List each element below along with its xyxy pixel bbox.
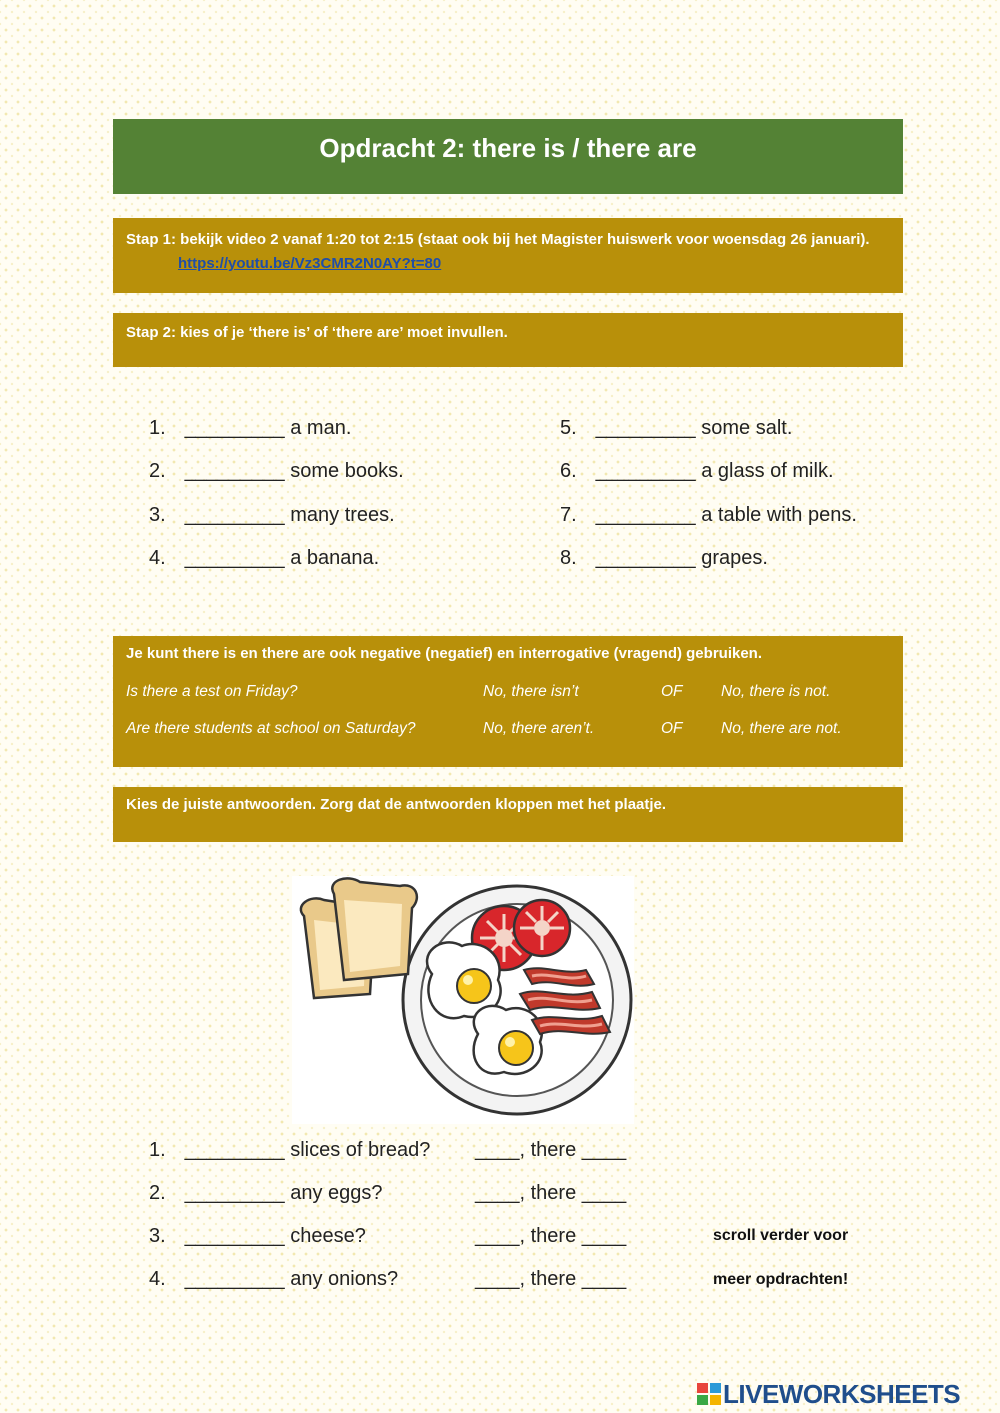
video-link[interactable]: https://youtu.be/Vz3CMR2N0AY?t=80 [178, 255, 442, 272]
item-number: 4. [149, 1268, 166, 1290]
item-number: 4. [149, 547, 166, 569]
item-number: 1. [149, 417, 166, 439]
answer-blank[interactable]: _________ [595, 504, 696, 526]
item-text: some books. [290, 460, 404, 482]
exercise-item-5 [560, 417, 792, 440]
item-number: 1. [149, 1139, 166, 1161]
exercise-item-4 [149, 547, 379, 570]
scroll-note-line-1: scroll verder voor [713, 1227, 849, 1244]
item-text: any onions? [290, 1268, 399, 1290]
bacon-strip [532, 1016, 610, 1034]
exercise-item-6 [560, 460, 834, 483]
exercise-item-2 [149, 460, 404, 483]
item-text: any eggs? [290, 1182, 383, 1204]
bacon-strip [520, 991, 600, 1010]
liveworksheets-icon [697, 1383, 721, 1405]
item-text: slices of bread? [290, 1139, 431, 1161]
answer-blank[interactable]: _________ [184, 1225, 285, 1247]
item-text: cheese? [290, 1225, 366, 1247]
scroll-note-line-2: meer opdrachten! [713, 1271, 849, 1288]
instruction-choose: Kies de juiste antwoorden. Zorg dat de antwoorden kloppen met het plaatje. [113, 787, 903, 842]
answer-blank[interactable]: _________ [595, 547, 696, 569]
grammar-heading: Je kunt there is en there are ook negative (negatief) en interrogative (vragend) gebruiken. [126, 645, 762, 662]
item-number: 6. [560, 460, 577, 482]
example-short-answer: No, there aren’t. [483, 720, 595, 737]
answer-blank[interactable]: _________ [595, 460, 696, 482]
grammar-info-box [113, 636, 903, 767]
exercise-item-7 [560, 504, 857, 527]
exercise2-item-2 [149, 1182, 383, 1205]
answer-blank[interactable]: _________ [184, 1182, 285, 1204]
answer-blank[interactable]: _________ [184, 547, 285, 569]
exercise2-answer-1[interactable]: ____, there ____ [475, 1139, 627, 1161]
item-number: 7. [560, 504, 577, 526]
item-text: a banana. [290, 547, 380, 569]
example-or: OF [661, 683, 683, 700]
toast-slice [332, 878, 417, 980]
exercise2-item-3 [149, 1225, 366, 1248]
step-1-text: Stap 1: bekijk video 2 vanaf 1:20 tot 2:15 (staat ook bij het Magister huiswerk voor woensdag 26 januari). [126, 231, 870, 248]
answer-blank[interactable]: _________ [184, 1139, 285, 1161]
answer-blank[interactable]: _________ [184, 1268, 285, 1290]
instruction-step-2: Stap 2: kies of je ‘there is’ of ‘there are’ moet invullen. [113, 313, 903, 367]
exercise-item-1 [149, 417, 351, 440]
bacon-strip [524, 968, 594, 985]
exercise-item-3 [149, 504, 395, 527]
item-number: 3. [149, 504, 166, 526]
item-number: 5. [560, 417, 577, 439]
example-question: Are there students at school on Saturday? [126, 720, 416, 737]
item-text: many trees. [290, 504, 395, 526]
exercise2-answer-3[interactable]: ____, there ____ [475, 1225, 627, 1247]
exercise2-answer-2[interactable]: ____, there ____ [475, 1182, 627, 1204]
item-text: a glass of milk. [701, 460, 834, 482]
tomato-slice [514, 900, 570, 956]
example-short-answer: No, there isn’t [483, 683, 579, 700]
answer-blank[interactable]: _________ [184, 460, 285, 482]
fried-egg [474, 1006, 542, 1074]
item-text: grapes. [701, 547, 768, 569]
item-text: some salt. [701, 417, 793, 439]
example-or: OF [661, 720, 683, 737]
item-number: 3. [149, 1225, 166, 1247]
example-question: Is there a test on Friday? [126, 683, 298, 700]
page-title: Opdracht 2: there is / there are [113, 119, 903, 194]
breakfast-plate-image [292, 876, 634, 1124]
answer-blank[interactable]: _________ [184, 504, 285, 526]
item-text: a table with pens. [701, 504, 857, 526]
answer-blank[interactable]: _________ [595, 417, 696, 439]
answer-blank[interactable]: _________ [184, 417, 285, 439]
logo-text: LIVEWORKSHEETS [723, 1379, 961, 1409]
item-text: a man. [290, 417, 352, 439]
exercise2-item-4 [149, 1268, 398, 1291]
example-long-answer: No, there is not. [721, 683, 831, 700]
item-number: 2. [149, 1182, 166, 1204]
liveworksheets-logo [697, 1379, 960, 1410]
exercise2-answer-4[interactable]: ____, there ____ [475, 1268, 627, 1290]
example-long-answer: No, there are not. [721, 720, 842, 737]
item-number: 8. [560, 547, 577, 569]
exercise-item-8 [560, 547, 768, 570]
instruction-step-1 [113, 218, 903, 293]
item-number: 2. [149, 460, 166, 482]
exercise2-item-1 [149, 1139, 430, 1162]
